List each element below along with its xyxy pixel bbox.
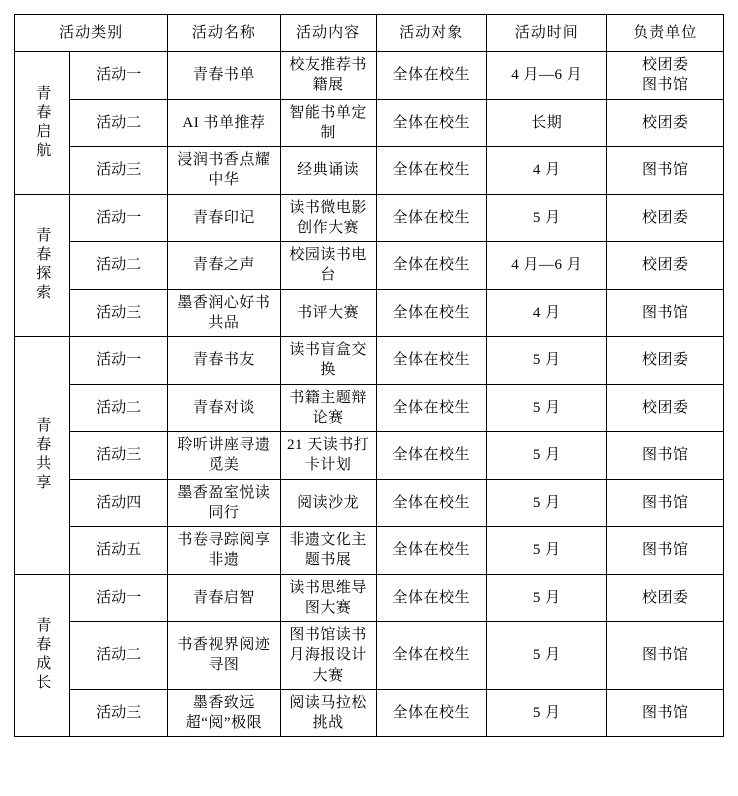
activity-name-cell: 墨香润心好书共品	[168, 289, 280, 337]
activity-content-cell: 读书盲盒交换	[280, 337, 376, 385]
activity-target-cell: 全体在校生	[376, 574, 486, 622]
activity-time-cell: 5 月	[486, 574, 607, 622]
table-row	[15, 527, 724, 575]
activity-index-cell: 活动一	[70, 337, 168, 385]
activity-index-cell: 活动二	[70, 384, 168, 432]
activity-content-cell: 图书馆读书月海报设计大赛	[280, 622, 376, 690]
category-cell: 青春共享	[15, 337, 70, 575]
activity-index-cell: 活动五	[70, 527, 168, 575]
activity-content-cell: 非遗文化主题书展	[280, 527, 376, 575]
activity-target-cell: 全体在校生	[376, 384, 486, 432]
table-row	[15, 194, 724, 242]
column-header-category: 活动类别	[15, 15, 168, 52]
activity-unit-cell: 图书馆	[607, 289, 724, 337]
activity-name-cell: 书香视界阅迹寻图	[168, 622, 280, 690]
column-header-name: 活动名称	[168, 15, 280, 52]
activity-index-cell: 活动一	[70, 52, 168, 100]
activity-unit-cell: 图书馆	[607, 147, 724, 195]
activity-index-cell: 活动二	[70, 99, 168, 147]
activity-name-cell: 青春启智	[168, 574, 280, 622]
table-row	[15, 689, 724, 737]
activity-content-cell: 校友推荐书籍展	[280, 52, 376, 100]
activity-target-cell: 全体在校生	[376, 622, 486, 690]
table-header-row	[15, 15, 724, 52]
activity-time-cell: 4 月	[486, 147, 607, 195]
activity-target-cell: 全体在校生	[376, 479, 486, 527]
activity-time-cell: 5 月	[486, 527, 607, 575]
activity-index-cell: 活动三	[70, 689, 168, 737]
activity-content-cell: 21 天读书打卡计划	[280, 432, 376, 480]
activity-time-cell: 5 月	[486, 384, 607, 432]
category-cell: 青春成长	[15, 574, 70, 737]
table-row	[15, 99, 724, 147]
table-row	[15, 479, 724, 527]
activity-content-cell: 阅读马拉松挑战	[280, 689, 376, 737]
activity-time-cell: 长期	[486, 99, 607, 147]
activity-target-cell: 全体在校生	[376, 432, 486, 480]
activity-time-cell: 4 月	[486, 289, 607, 337]
table-row	[15, 384, 724, 432]
activity-name-cell: 青春印记	[168, 194, 280, 242]
activity-unit-cell: 校团委	[607, 194, 724, 242]
table-row	[15, 52, 724, 100]
activity-unit-cell: 图书馆	[607, 479, 724, 527]
activity-index-cell: 活动三	[70, 432, 168, 480]
activity-index-cell: 活动四	[70, 479, 168, 527]
activity-time-cell: 5 月	[486, 194, 607, 242]
table-row	[15, 337, 724, 385]
table-row	[15, 147, 724, 195]
activity-name-cell: 青春对谈	[168, 384, 280, 432]
table-row	[15, 622, 724, 690]
activity-time-cell: 5 月	[486, 479, 607, 527]
activity-time-cell: 4 月—6 月	[486, 242, 607, 290]
activity-time-cell: 5 月	[486, 689, 607, 737]
activity-name-cell: 青春书友	[168, 337, 280, 385]
activity-unit-cell: 校团委 图书馆	[607, 52, 724, 100]
activity-content-cell: 读书思维导图大赛	[280, 574, 376, 622]
table-body	[15, 52, 724, 737]
activity-target-cell: 全体在校生	[376, 52, 486, 100]
table-row	[15, 242, 724, 290]
activity-schedule-table	[14, 14, 724, 737]
activity-unit-cell: 校团委	[607, 384, 724, 432]
activity-target-cell: 全体在校生	[376, 527, 486, 575]
activity-index-cell: 活动二	[70, 622, 168, 690]
activity-name-cell: 青春书单	[168, 52, 280, 100]
activity-target-cell: 全体在校生	[376, 194, 486, 242]
activity-index-cell: 活动一	[70, 574, 168, 622]
activity-unit-cell: 图书馆	[607, 527, 724, 575]
activity-content-cell: 阅读沙龙	[280, 479, 376, 527]
activity-index-cell: 活动一	[70, 194, 168, 242]
activity-unit-cell: 校团委	[607, 99, 724, 147]
activity-time-cell: 4 月—6 月	[486, 52, 607, 100]
activity-unit-cell: 校团委	[607, 337, 724, 385]
activity-name-cell: 浸润书香点耀中华	[168, 147, 280, 195]
activity-target-cell: 全体在校生	[376, 689, 486, 737]
activity-index-cell: 活动三	[70, 147, 168, 195]
activity-name-cell: 墨香致远超“阅”极限	[168, 689, 280, 737]
activity-unit-cell: 图书馆	[607, 432, 724, 480]
column-header-target: 活动对象	[376, 15, 486, 52]
activity-content-cell: 书籍主题辩论赛	[280, 384, 376, 432]
activity-name-cell: 青春之声	[168, 242, 280, 290]
activity-unit-cell: 图书馆	[607, 689, 724, 737]
activity-name-cell: 书卷寻踪阅享非遗	[168, 527, 280, 575]
activity-target-cell: 全体在校生	[376, 337, 486, 385]
column-header-content: 活动内容	[280, 15, 376, 52]
activity-target-cell: 全体在校生	[376, 289, 486, 337]
column-header-time: 活动时间	[486, 15, 607, 52]
activity-content-cell: 读书微电影创作大赛	[280, 194, 376, 242]
activity-target-cell: 全体在校生	[376, 99, 486, 147]
activity-unit-cell: 校团委	[607, 574, 724, 622]
activity-name-cell: AI 书单推荐	[168, 99, 280, 147]
activity-time-cell: 5 月	[486, 432, 607, 480]
activity-content-cell: 校园读书电台	[280, 242, 376, 290]
table-header	[15, 15, 724, 52]
activity-unit-cell: 图书馆	[607, 622, 724, 690]
activity-index-cell: 活动二	[70, 242, 168, 290]
category-cell: 青春启航	[15, 52, 70, 195]
activity-content-cell: 书评大赛	[280, 289, 376, 337]
activity-name-cell: 聆听讲座寻遗觅美	[168, 432, 280, 480]
column-header-unit: 负责单位	[607, 15, 724, 52]
activity-target-cell: 全体在校生	[376, 147, 486, 195]
activity-time-cell: 5 月	[486, 622, 607, 690]
activity-time-cell: 5 月	[486, 337, 607, 385]
activity-content-cell: 经典诵读	[280, 147, 376, 195]
activity-index-cell: 活动三	[70, 289, 168, 337]
table-row	[15, 432, 724, 480]
table-row	[15, 289, 724, 337]
table-row	[15, 574, 724, 622]
activity-target-cell: 全体在校生	[376, 242, 486, 290]
activity-content-cell: 智能书单定制	[280, 99, 376, 147]
activity-name-cell: 墨香盈室悦读同行	[168, 479, 280, 527]
activity-unit-cell: 校团委	[607, 242, 724, 290]
category-cell: 青春探索	[15, 194, 70, 337]
